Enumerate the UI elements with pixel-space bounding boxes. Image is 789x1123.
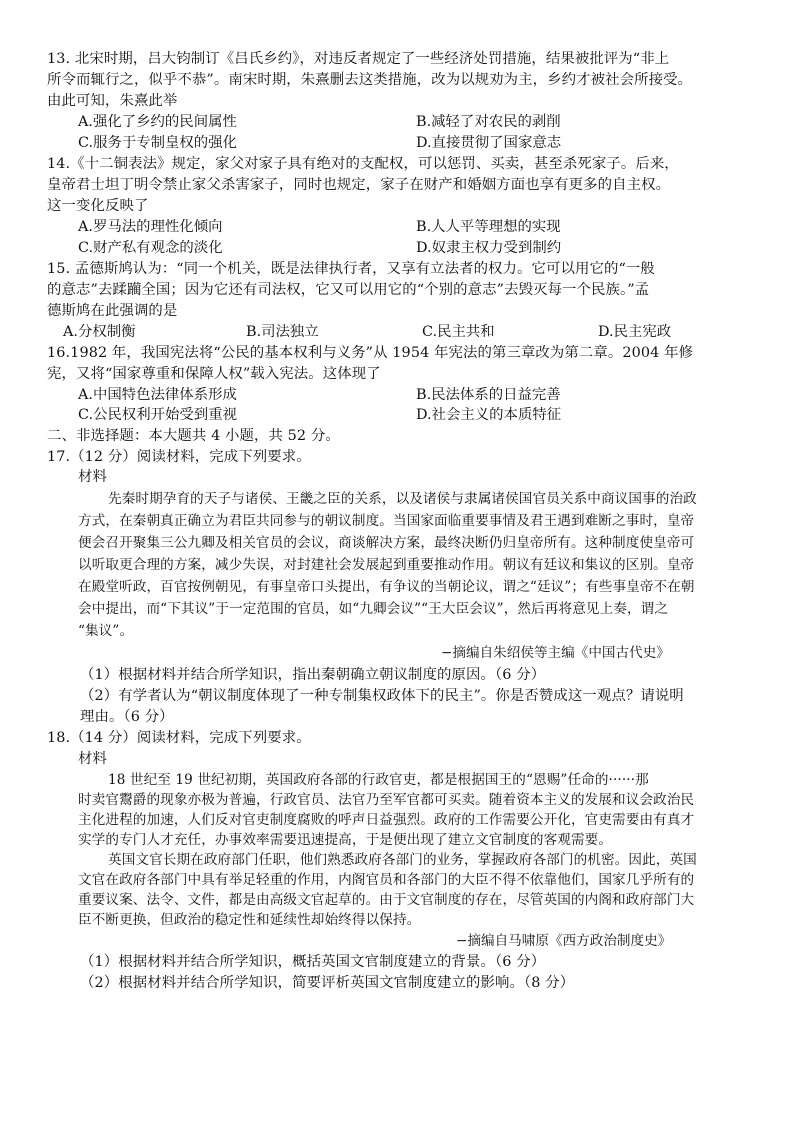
q18-material-line-6: 文官在政府各部门中具有举足轻重的作用，内阁官员和各部门的大臣不得不依靠他们，国家几乎所有的 bbox=[78, 872, 695, 888]
q15-option-c: C.民主共和 bbox=[422, 324, 495, 340]
q18-material-line-7: 重要议案、法令、文件，都是由高级文官起草的。由于文官制度的存在，尽管英国的内阁和政府部门大 bbox=[78, 892, 695, 908]
q17-subquestion-1: （1）根据材料并结合所学知识，指出秦朝确立朝议制度的原因。（6 分） bbox=[80, 667, 546, 683]
q14-option-c: C.财产私有观念的淡化 bbox=[78, 240, 223, 256]
q13-option-c: C.服务于专制皇权的强化 bbox=[78, 135, 237, 151]
q18-material-line-3: 主化进程的加速，人们反对官吏制度腐败的呼声日益强烈。政府的工作需要公开化，官吏需要由有真才 bbox=[78, 812, 695, 828]
q17-material-line-6: 会中提出，而“下其议”于一定范围的官员，如“九卿会议”“王大臣会议”，然后再将意见上奏，谓之 bbox=[78, 601, 669, 617]
q17-material-line-5: 在殿堂听政，百官按例朝见，有事皇帝口头提出，有争议的当朝论议，谓之“廷议”；有些事皇帝不在朝 bbox=[78, 579, 695, 595]
q18-material-line-2: 时卖官鬻爵的现象亦极为普遍，行政官员、法官乃至军官都可买卖。随着资本主义的发展和议会政治民 bbox=[78, 792, 695, 808]
q13-stem-line-1: 13. 北宋时期，吕大钧制订《吕氏乡约》，对违反者规定了一些经济处罚措施，结果被批评为“非上 bbox=[47, 51, 670, 67]
q18-material-line-8: 臣不断更换，但政治的稳定性和延续性却始终得以保持。 bbox=[78, 912, 421, 928]
q13-option-d: D.直接贯彻了国家意志 bbox=[416, 135, 562, 151]
q13-stem-line-3: 由此可知，朱熹此举 bbox=[47, 93, 178, 109]
q17-material-line-7: “集议”。 bbox=[78, 623, 134, 639]
q15-stem-line-2: 的意志”去蹂躏全国；因为它还有司法权，它又可以用它的“个别的意志”去毁灭每一个民族。”孟 bbox=[47, 282, 650, 298]
q18-subquestion-2: （2）根据材料并结合所学知识，简要评析英国文官制度建立的影响。（8 分） bbox=[80, 975, 575, 991]
q17-subquestion-2-line-2: 理由。（6 分） bbox=[80, 709, 174, 725]
q13-option-a: A.强化了乡约的民间属性 bbox=[78, 114, 237, 130]
q15-option-a: A.分权制衡 bbox=[63, 324, 136, 340]
q17-material-line-2: 方式，在秦朝真正确立为君臣共同参与的朝议制度。当国家面临重要事情及君王遇到难断之事时，皇帝 bbox=[78, 513, 695, 529]
q18-source: −摘编自马啸原《西方政治制度史》 bbox=[456, 933, 672, 949]
q17-source: −摘编自朱绍侯等主编《中国古代史》 bbox=[441, 645, 670, 661]
section-2-heading: 二、非选择题：本大题共 4 小题，共 52 分。 bbox=[47, 428, 340, 444]
q17-heading: 17.（12 分）阅读材料，完成下列要求。 bbox=[47, 449, 311, 465]
q14-stem-line-2: 皇帝君士坦丁明令禁止家父杀害家子，同时也规定，家子在财产和婚姻方面也享有更多的自主权。 bbox=[47, 177, 671, 193]
q18-material-line-1: 18 世纪至 19 世纪初期，英国政府各部的行政官吏，都是根据国王的“恩赐”任命的······那 bbox=[108, 772, 649, 788]
q15-stem-line-3: 德斯鸠在此强调的是 bbox=[47, 303, 178, 319]
q15-option-b: B.司法独立 bbox=[246, 324, 319, 340]
q16-option-a: A.中国特色法律体系形成 bbox=[78, 387, 237, 403]
q18-material-label: 材料 bbox=[78, 751, 107, 767]
q14-stem-line-1: 14.《十二铜表法》规定，家父对家子具有绝对的支配权，可以惩罚、买卖，甚至杀死家子。后来， bbox=[47, 156, 679, 172]
q16-stem-line-2: 宪，又将“国家尊重和保障人权”载入宪法。这体现了 bbox=[47, 366, 381, 382]
q16-option-d: D.社会主义的本质特征 bbox=[416, 407, 562, 423]
q15-option-d: D.民主宪政 bbox=[598, 324, 672, 340]
q17-material-line-1: 先秦时期孕育的天子与诸侯、王畿之臣的关系，以及诸侯与隶属诸侯国官员关系中商议国事的治政 bbox=[108, 491, 697, 507]
q16-option-c: C.公民权利开始受到重视 bbox=[78, 407, 237, 423]
q14-option-d: D.奴隶主权力受到制约 bbox=[416, 240, 562, 256]
q17-material-line-4: 以听取更合理的方案，减少失误，对封建社会发展起到重要推动作用。朝议有廷议和集议的区别。皇帝 bbox=[78, 557, 695, 573]
q14-option-b: B.人人平等理想的实现 bbox=[416, 219, 561, 235]
q14-stem-line-3: 这一变化反映了 bbox=[47, 198, 149, 214]
q14-option-a: A.罗马法的理性化倾向 bbox=[78, 219, 223, 235]
q18-heading: 18.（14 分）阅读材料，完成下列要求。 bbox=[47, 730, 311, 746]
q17-material-line-3: 便会召开聚集三公九卿及相关官员的会议，商谈解决方案，最终决断仍归皇帝所有。这种制度使皇帝可 bbox=[78, 535, 695, 551]
q18-material-line-4: 实学的专门人才充任，办事效率需要迅速提高，于是便出现了建立文官制度的客观需要。 bbox=[78, 832, 613, 848]
q13-stem-line-2: 所令而辄行之，似乎不恭”。南宋时期，朱熹删去这类措施，改为以规劝为主，乡约才被社会所接受。 bbox=[47, 72, 693, 88]
q17-material-label: 材料 bbox=[78, 469, 107, 485]
q17-subquestion-2-line-1: （2）有学者认为“朝议制度体现了一种专制集权政体下的民主”。你是否赞成这一观点？请说明 bbox=[80, 688, 684, 704]
q15-stem-line-1: 15. 孟德斯鸠认为：“同一个机关，既是法律执行者，又享有立法者的权力。它可以用它的“一般 bbox=[47, 261, 655, 277]
q16-stem-line-1: 16.1982 年，我国宪法将“公民的基本权利与义务”从 1954 年宪法的第三章改为第二章。2004 年修 bbox=[47, 345, 694, 361]
q13-option-b: B.减轻了对农民的剥削 bbox=[416, 114, 561, 130]
q18-subquestion-1: （1）根据材料并结合所学知识，概括英国文官制度建立的背景。（6 分） bbox=[80, 954, 546, 970]
q16-option-b: B.民法体系的日益完善 bbox=[416, 387, 561, 403]
q18-material-line-5: 英国文官长期在政府部门任职，他们熟悉政府各部门的业务，掌握政府各部门的机密。因此，英国 bbox=[108, 852, 697, 868]
